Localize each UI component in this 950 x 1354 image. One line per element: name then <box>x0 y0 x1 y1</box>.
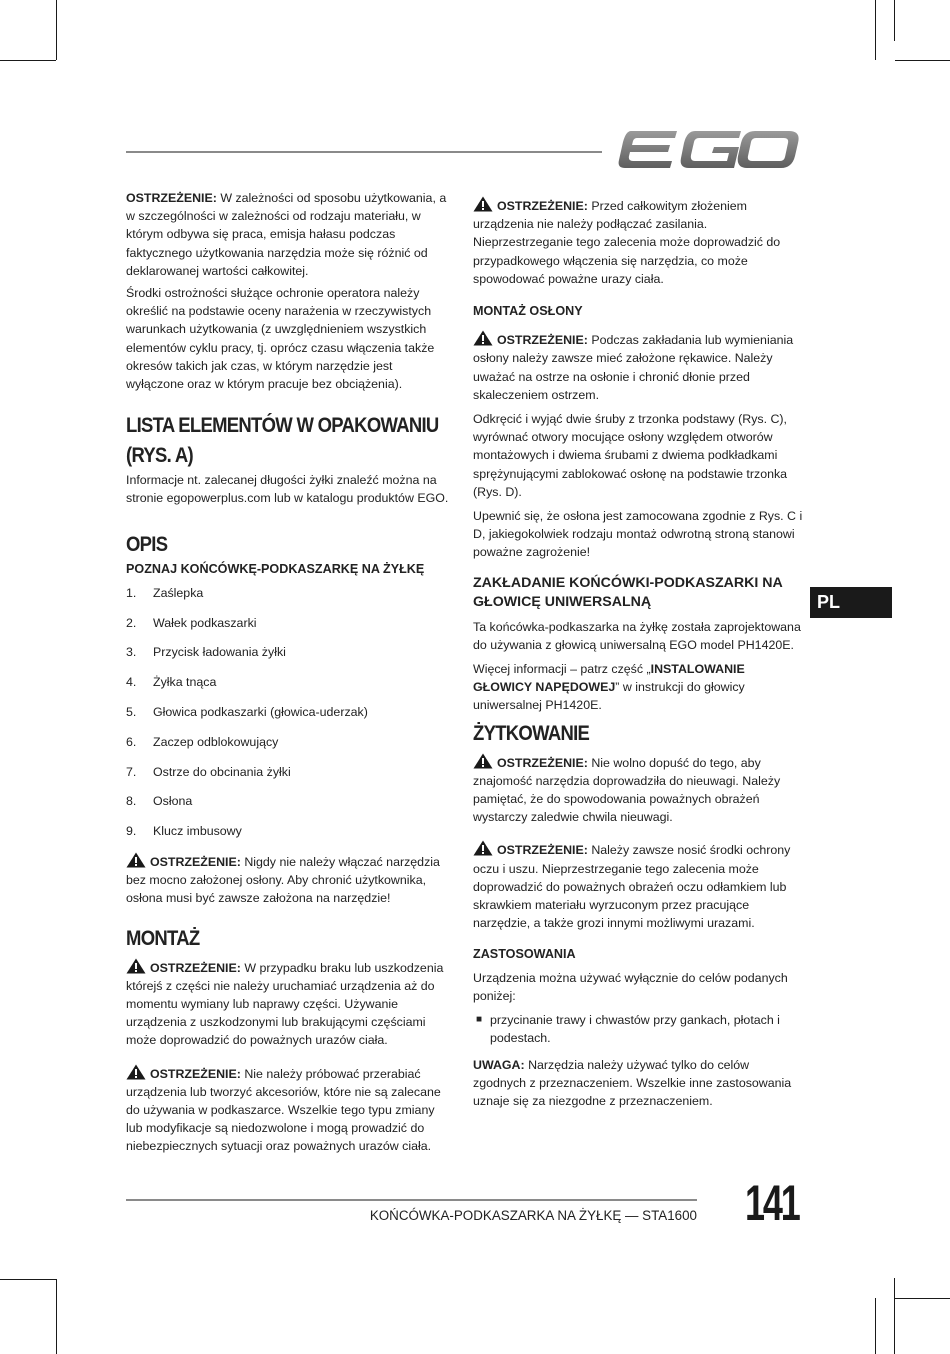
warning-text: Przed całkowitym złożeniem urządzenia nie należy podłączać zasilania. Nieprzestrzeganie tego zalecenia może doprowadzić do przypadkowego włączenia się narzędzia, co może spowodować poważne urazy ciała. <box>473 199 781 286</box>
ego-logo <box>617 128 800 172</box>
warning-label: OSTRZEŻENIE: <box>497 843 588 858</box>
list-item <box>126 673 453 703</box>
item-text: Klucz imbusowy <box>153 824 242 839</box>
warning-label: OSTRZEŻENIE: <box>150 855 241 870</box>
note-label: UWAGA: <box>473 1057 525 1072</box>
language-tab: PL <box>810 587 892 618</box>
text-run: ” w instrukcji do głowicy uniwersalnej PH1420E. <box>473 680 745 713</box>
header-rule <box>126 151 602 153</box>
packing-heading-line2: (RYS. A) <box>126 444 193 468</box>
warning-text: Nie należy próbować przerabiać urządzenia lub tworzyć akcesoriów, które nie są zalecane do używania w podkaszarce. Wszelkie tego typu zmiany lub modyfikacje są niedozwolone i mogą prowadzić do niebezpiecznych sytuacji oraz poważnych urazów ciała. <box>126 1066 441 1154</box>
montaz-warning-2 <box>126 1064 453 1156</box>
guard-paragraph-1: Odkręcić i wyjąć dwie śruby z trzonka podstawy (Rys. C), wyrównać otwory mocujące osłony względem otworów montażowych i dwiema śrubami z dwiema podkładkami sprężynującymi zablokować osłonę na podstawie trzonka (Rys. D). <box>473 412 788 499</box>
warning-triangle-icon <box>473 330 493 346</box>
crop-mark <box>895 60 950 61</box>
warning-triangle-icon <box>473 753 493 769</box>
guard-paragraph-2: Upewnić się, że osłona jest zamocowana zgodnie z Rys. C i D, jakiegokolwiek rodzaju montaż odwrotną stroną stanowi poważne zagrożenie! <box>473 509 803 560</box>
list-item <box>473 1011 803 1047</box>
warning-label: OSTRZEŻENIE: <box>497 755 588 770</box>
footer-rule <box>126 1199 697 1201</box>
guard-warning <box>473 330 803 404</box>
item-text: Głowica podkaszarki (głowica-uderzak) <box>153 705 368 720</box>
warning-text: Nigdy nie należy włączać narzędzia bez mocno założonej osłony. Aby chronić użytkownika, osłona musi być zawsze założona na narzędzie! <box>126 855 440 906</box>
crop-mark <box>875 1298 876 1354</box>
text-run: Więcej informacji – patrz część „ <box>473 662 651 677</box>
footer-title: KOŃCÓWKA-PODKASZARKA NA ŻYŁKĘ — STA1600 <box>369 1208 697 1223</box>
item-number: 1. <box>126 585 137 600</box>
item-text: Żyłka tnąca <box>153 675 217 690</box>
crop-mark <box>895 1298 950 1299</box>
usage-warning-1 <box>473 753 803 827</box>
attach-paragraph-2 <box>473 660 803 715</box>
warning-triangle-icon <box>126 1064 146 1080</box>
attach-heading-line2: GŁOWICĘ UNIWERSALNĄ <box>473 593 652 610</box>
guard-heading: MONTAŻ OSŁONY <box>473 304 583 319</box>
item-number: 7. <box>126 764 137 779</box>
crop-mark <box>0 1279 56 1280</box>
item-text: Ostrze do obcinania żyłki <box>153 764 291 779</box>
list-item <box>126 763 453 793</box>
warning-label: OSTRZEŻENIE: <box>150 1066 241 1081</box>
list-item <box>126 584 453 614</box>
opis-warning <box>126 852 453 908</box>
item-number: 6. <box>126 734 137 749</box>
parts-list <box>126 584 453 852</box>
usage-warning-2 <box>473 840 803 932</box>
packing-heading-line1: LISTA ELEMENTÓW W OPAKOWANIU <box>126 414 439 438</box>
opis-heading: OPIS <box>126 532 168 556</box>
item-number: 3. <box>126 645 137 660</box>
item-number: 9. <box>126 824 137 839</box>
list-item <box>126 643 453 673</box>
applications-note <box>473 1056 803 1111</box>
warning-label: OSTRZEŻENIE: <box>497 199 588 213</box>
warning-label: OSTRZEŻENIE: <box>497 333 588 348</box>
bullet-square-icon: ■ <box>476 1014 483 1026</box>
list-item <box>126 733 453 763</box>
attach-paragraph-1: Ta końcówka-podkaszarka na żyłkę została zaprojektowana do używania z głowicą uniwersalną EGO model PH1420E. <box>473 619 801 652</box>
crop-mark <box>56 1279 57 1354</box>
item-number: 8. <box>126 794 137 809</box>
applications-intro: Urządzenia można używać wyłącznie do celów podanych poniżej: <box>473 970 788 1003</box>
usage-heading: ŻYTKOWANIE <box>473 721 590 745</box>
montaz-heading: MONTAŻ <box>126 926 200 950</box>
item-text: Wałek podkaszarki <box>153 615 257 630</box>
warning-triangle-icon <box>473 840 493 856</box>
warning-label: OSTRZEŻENIE: <box>126 191 217 205</box>
right-column <box>473 196 803 1116</box>
crop-mark <box>56 0 57 60</box>
text-run-bold: INSTALOWANIE GŁOWICY NAPĘDOWEJ <box>473 662 745 695</box>
note-text: Narzędzia należy używać tylko do celów zgodnych z przeznaczeniem. Wszelkie inne zastosowania uznaje się za niezgodne z przeznaczeniem. <box>473 1057 792 1108</box>
warning-text: Nie wolno dopuść do tego, aby znajomość narzędzia doprowadziła do nieuwagi. Należy pamiętać, że do spowodowania poważnych obrażeń wystarczy zaledwie chwila nieuwagi. <box>473 755 781 825</box>
warning-triangle-icon <box>126 852 146 868</box>
item-text: przycinanie trawy i chwastów przy gankach, płotach i podestach. <box>490 1013 780 1046</box>
opis-subheading: POZNAJ KOŃCÓWKĘ-PODKASZARKĘ NA ŻYŁKĘ <box>126 561 425 576</box>
list-item <box>126 792 453 822</box>
left-column <box>126 189 453 1162</box>
assembly-warning <box>473 196 803 288</box>
warning-triangle-icon <box>126 958 146 974</box>
warning-text: W przypadku braku lub uszkodzenia którejś z części nie należy uruchamiać urządzenia aż do momentu wymiany lub naprawy części. Używanie urządzenia z uszkodzonymi lub brakującymi częściami może doprowadzić do poważnych urazów ciała. <box>126 960 444 1048</box>
intro-paragraph: Środki ostrożności służące ochronie operatora należy określić na podstawie oceny narażenia w rzeczywistych warunkach użytkowania (z uwzględnieniem wszystkich elementów cyklu pracy, tj. oprócz czasu włączenia także okresów takich jak czas, w którym narzędzie jest wyłączone oraz w którym pracuje bez obciążenia). <box>126 286 435 392</box>
item-text: Zaczep odblokowujący <box>153 734 279 749</box>
warning-text: Należy zawsze nosić środki ochrony oczu i uszu. Nieprzestrzeganie tego zalecenia może doprowadzić do poważnych obrażeń oczu odłamkiem lub skrawkiem materiału wyrzuconym przez pracujące narzędzie, a także grozi innymi możliwymi urazami. <box>473 843 791 931</box>
crop-mark <box>894 0 895 41</box>
item-number: 4. <box>126 675 137 690</box>
packing-text: Informacje nt. zalecanej długości żyłki znaleźć można na stronie egopowerplus.com lub w katalogu produktów EGO. <box>126 473 449 506</box>
list-item <box>126 614 453 644</box>
crop-mark <box>0 60 56 61</box>
intro-warning <box>126 189 453 280</box>
applications-list <box>473 1011 803 1047</box>
warning-text: W zależności od sposobu użytkowania, a w szczególności w zależności od rodzaju materiału, w którym odbywa się praca, emisja hałasu podczas faktycznego użytkowania narzędzia może się różnić od deklarowanej wartości całkowitej. <box>126 191 447 278</box>
applications-heading: ZASTOSOWANIA <box>473 946 576 961</box>
warning-triangle-icon <box>473 196 493 212</box>
item-text: Osłona <box>153 794 193 809</box>
warning-label: OSTRZEŻENIE: <box>150 960 241 975</box>
list-item <box>126 703 453 733</box>
attach-heading-line1: ZAKŁADANIE KOŃCÓWKI-PODKASZARKI NA <box>473 574 783 591</box>
item-text: Zaślepka <box>153 585 204 600</box>
crop-mark <box>894 1278 895 1354</box>
montaz-warning-1 <box>126 958 453 1050</box>
item-number: 2. <box>126 615 137 630</box>
page-number: 141 <box>745 1175 799 1231</box>
crop-mark <box>875 0 876 60</box>
item-text: Przycisk ładowania żyłki <box>153 645 286 660</box>
item-number: 5. <box>126 705 137 720</box>
list-item <box>126 822 453 852</box>
warning-text: Podczas zakładania lub wymieniania osłony należy zawsze mieć założone rękawice. Należy uważać na ostrze na osłonie i chronić dłonie przed skaleczeniem ostrzem. <box>473 333 794 402</box>
